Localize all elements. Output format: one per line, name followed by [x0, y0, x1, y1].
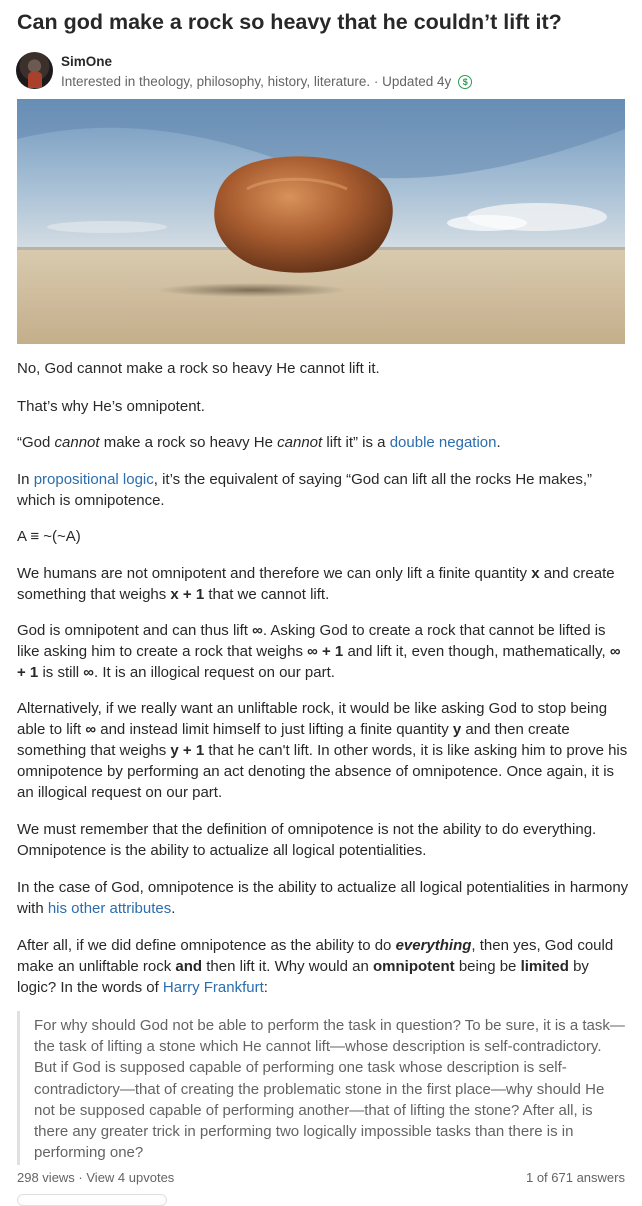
link-double-negation[interactable]: double negation: [389, 434, 497, 451]
text: In the case of God, omnipotence is the ability to actualize all logical potentialities in harmony with: [17, 879, 629, 917]
text: being be: [454, 958, 521, 975]
bold: limited: [520, 958, 569, 975]
paragraph-11: [17, 935, 629, 998]
paragraph-7: [17, 620, 629, 683]
text: We humans are not omnipotent and therefore we can only lift a finite quantity: [17, 565, 532, 582]
bold: and: [175, 958, 203, 975]
paragraph-3: [17, 432, 629, 453]
answer-image[interactable]: [17, 99, 625, 344]
text: :: [263, 979, 268, 996]
author-avatar[interactable]: [16, 52, 53, 89]
text: Alternatively, if we really want an unliftable rock, it would be like asking God to stop being able to lift: [17, 700, 608, 738]
paragraph-1: No, God cannot make a rock so heavy He cannot lift it.: [17, 360, 380, 377]
paragraph-2: That’s why He’s omnipotent.: [17, 398, 205, 415]
views-count[interactable]: 298 views: [17, 1170, 75, 1185]
bold: ∞ + 1: [307, 643, 344, 660]
text: “God: [17, 434, 55, 451]
paragraph-formula: A ≡ ~(~A): [17, 528, 81, 545]
text: .: [171, 900, 176, 917]
floating-rock-image: [17, 99, 625, 344]
view-upvotes-link[interactable]: View 4 upvotes: [86, 1170, 175, 1185]
bold: ∞: [83, 664, 94, 681]
answer-position: 1 of 671 answers: [525, 1170, 625, 1185]
paragraph-6: [17, 563, 629, 605]
bold: ∞ + 1: [17, 643, 621, 681]
blockquote-text: For why should God not be able to perform the task in question? To be sure, it is a task—the task of lifting a stone which He cannot lift—whose description is self-contradictory. But if God is supposed capable of performing one task whose description is self-contradictory—that of creating the problematic stone in the first place—why should He not be supposed capable of performing another—that of lifting the stone? After all, is there any greater trick in performing two logically impossible tasks than there is in performing one?: [34, 1017, 625, 1162]
text: is still: [38, 664, 84, 681]
author-credential[interactable]: Interested in theology, philosophy, history, literature.: [61, 74, 371, 89]
link-propositional-logic[interactable]: propositional logic: [33, 471, 154, 488]
text: lift it” is a: [322, 434, 390, 451]
question-title[interactable]: Can god make a rock so heavy that he couldn’t lift it?: [17, 10, 562, 34]
bold: y + 1: [170, 742, 205, 759]
link-harry-frankfurt[interactable]: Harry Frankfurt: [162, 979, 264, 996]
author-name[interactable]: SimOne: [61, 54, 113, 69]
text: that he can't lift. In other words, it is like asking him to prove his omnipotence by performing an act denoting the absence of omnipotence. Once again, it is an illogical request on our part.: [17, 742, 628, 801]
emphasis: cannot: [277, 434, 323, 451]
answer-footer: [17, 1170, 625, 1185]
author-credential-line: [61, 74, 472, 89]
paragraph-10: [17, 877, 629, 919]
text: In: [17, 471, 34, 488]
text: and create something that weighs: [17, 565, 615, 603]
text: by logic? In the words of: [17, 958, 589, 996]
text: make a rock so heavy He: [99, 434, 278, 451]
text: , it’s the equivalent of saying “God can lift all the rocks He makes,” which is omnipotence.: [17, 471, 593, 509]
blockquote: [17, 1011, 628, 1165]
link-other-attributes[interactable]: his other attributes: [47, 900, 172, 917]
paragraph-4: [17, 469, 629, 511]
text: , then yes, God could make an unliftable rock: [17, 937, 614, 975]
paragraph-9: We must remember that the definition of omnipotence is not the ability to do everything. Omnipotence is the ability to actualize all logical potentialities.: [17, 821, 597, 859]
text: God is omnipotent and can thus lift: [17, 622, 253, 639]
text: and instead limit himself to just lifting a finite quantity: [96, 721, 453, 738]
updated-time[interactable]: Updated 4y: [382, 74, 452, 89]
upvote-button[interactable]: [17, 1194, 167, 1206]
text: .: [496, 434, 501, 451]
separator: ·: [370, 74, 383, 89]
paragraph-8: [17, 698, 629, 803]
text: . Asking God to create a rock that cannot be lifted is like asking him to create a rock that weighs: [17, 622, 606, 660]
author-header: [16, 50, 636, 94]
text: After all, if we did define omnipotence as the ability to do: [17, 937, 396, 954]
text: then lift it. Why would an: [202, 958, 374, 975]
text: and then create something that weighs: [17, 721, 570, 759]
bold-italic: everything: [395, 937, 472, 954]
text: . It is an illogical request on our part.: [93, 664, 335, 681]
bold: x + 1: [170, 586, 205, 603]
separator: ·: [74, 1170, 87, 1185]
bold: ∞: [252, 622, 263, 639]
emphasis: cannot: [54, 434, 100, 451]
text: that we cannot lift.: [204, 586, 330, 603]
bold: y: [452, 721, 462, 738]
bold: x: [531, 565, 540, 582]
dollar-circle-icon: $: [458, 75, 472, 89]
text: and lift it, even though, mathematically,: [343, 643, 610, 660]
bold: omnipotent: [373, 958, 455, 975]
bold: ∞: [85, 721, 97, 738]
